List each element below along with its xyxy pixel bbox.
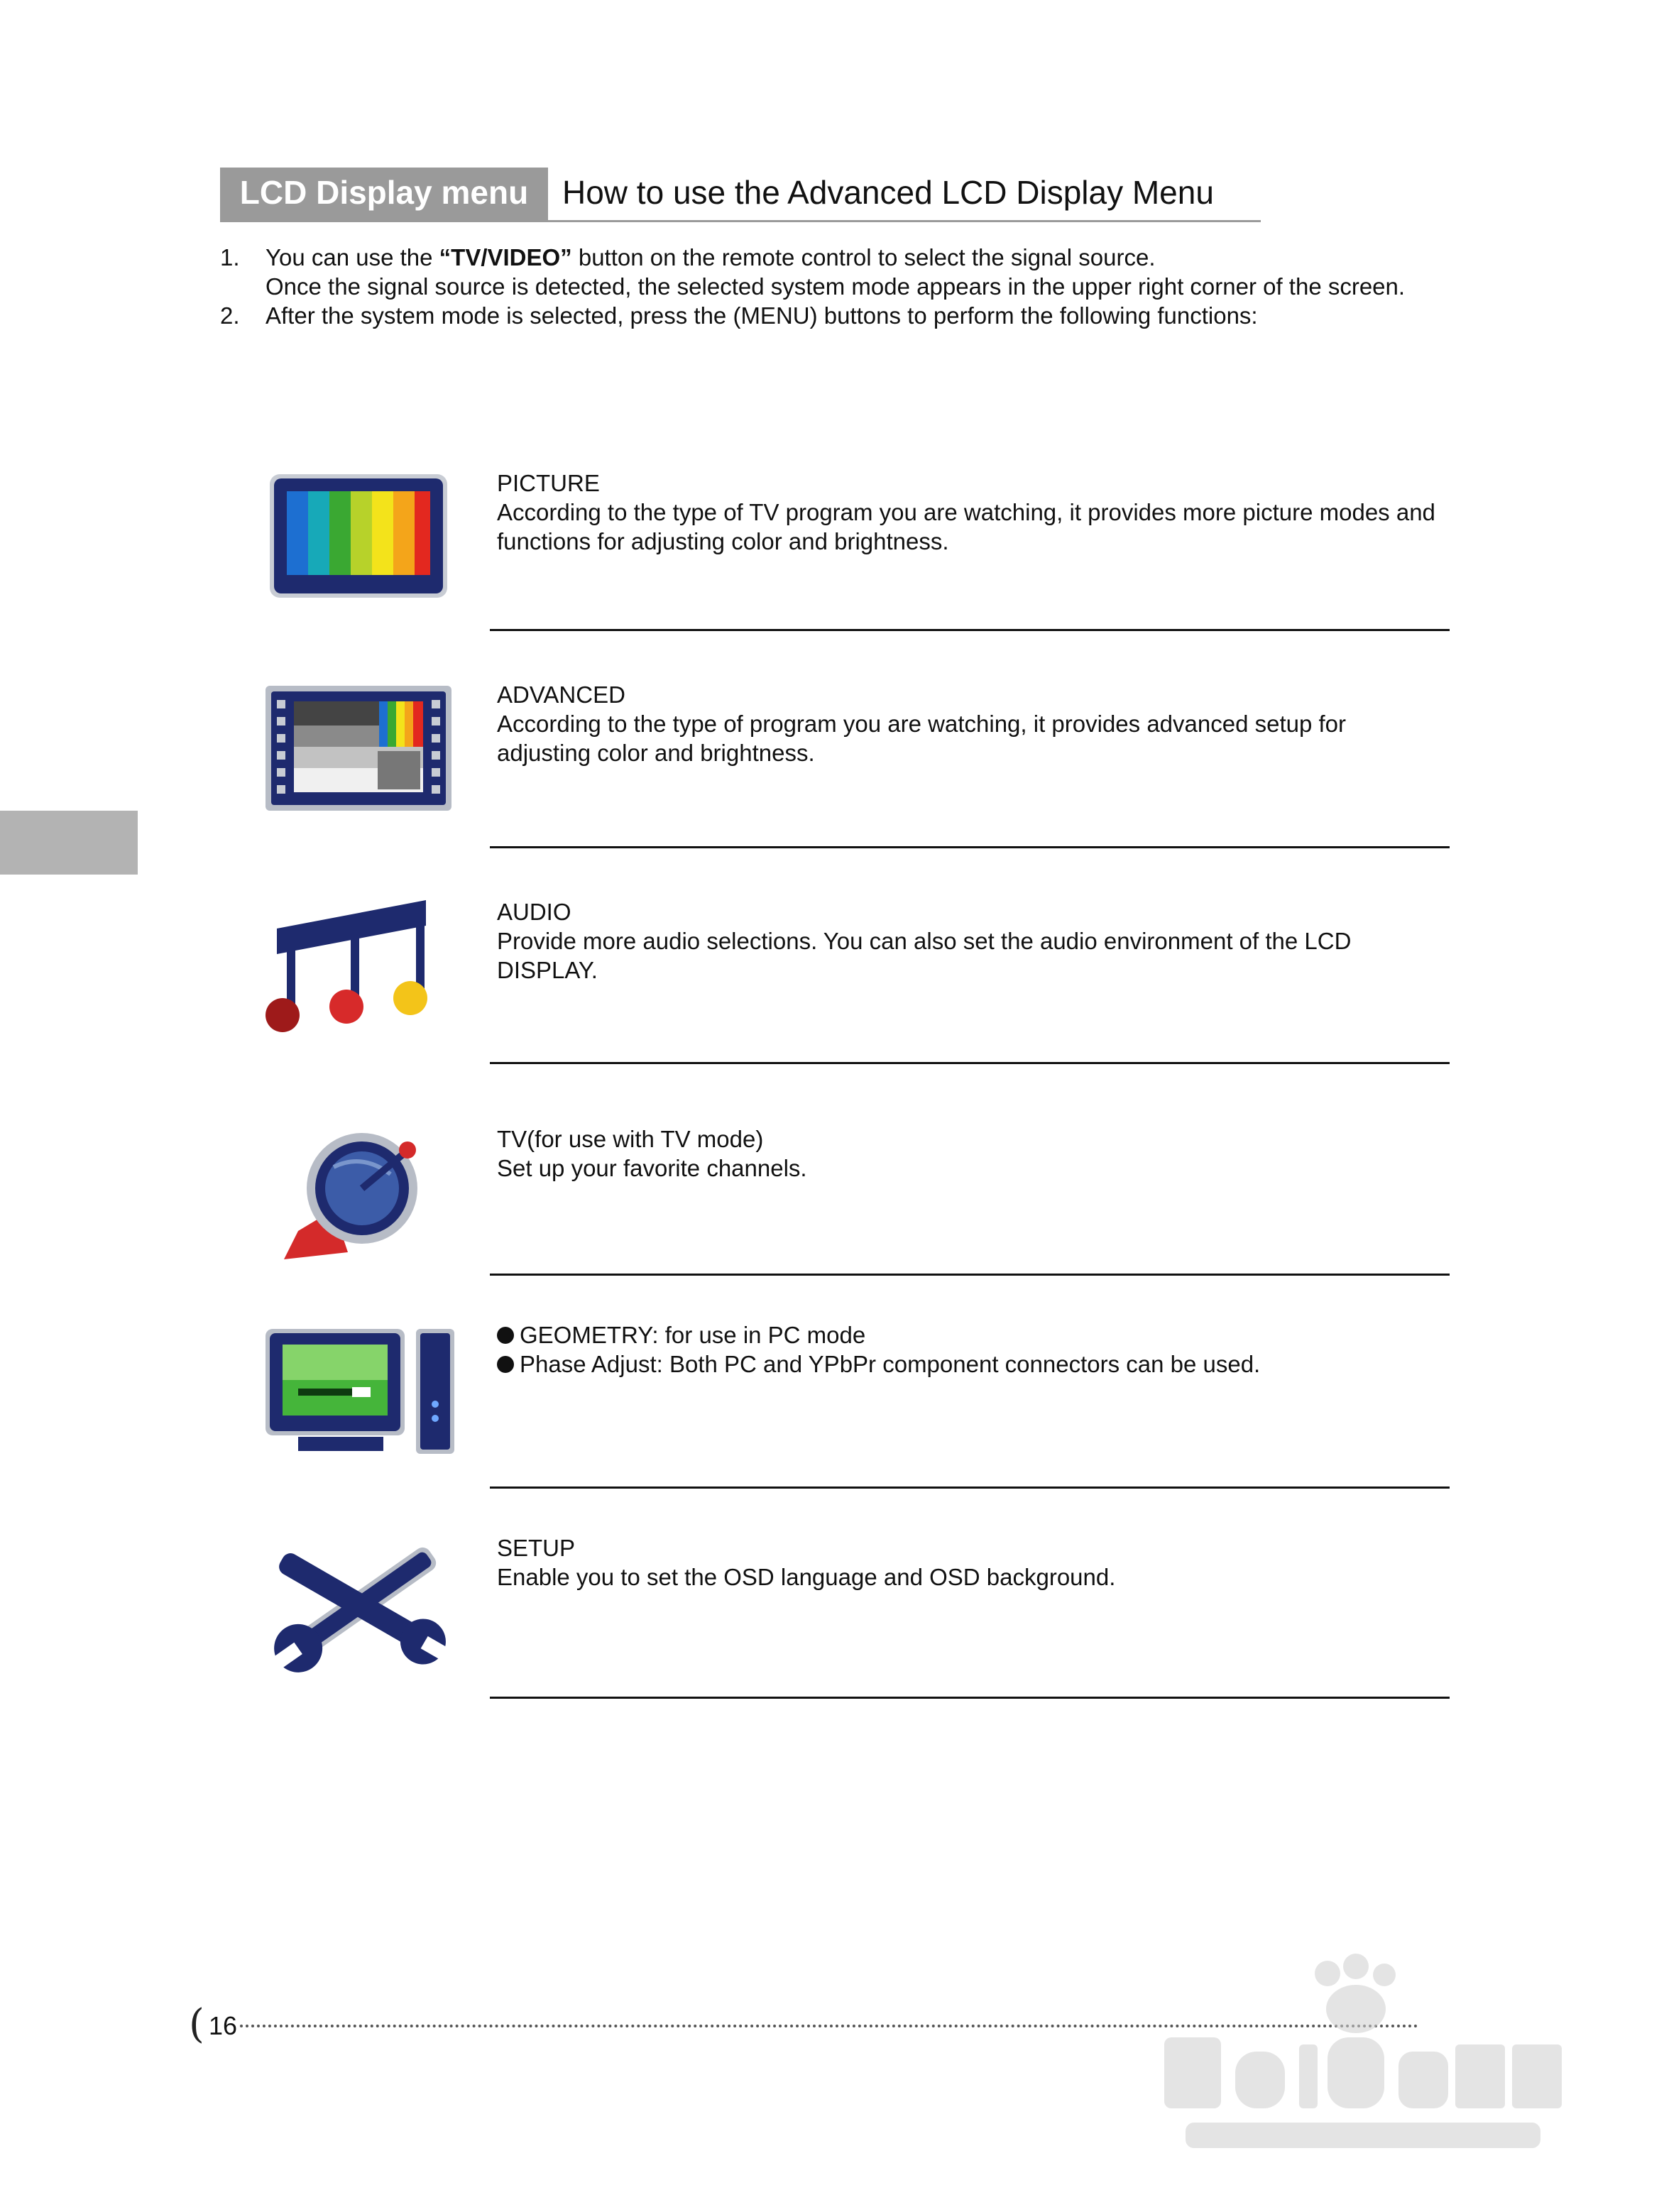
item-title: TV(for use with TV mode) bbox=[497, 1126, 764, 1152]
page-footer: ( 16 bbox=[190, 2009, 1440, 2052]
tv-video-button-label: “TV/VIDEO” bbox=[439, 244, 572, 270]
item-description: Enable you to set the OSD language and OSD background. bbox=[497, 1564, 1116, 1590]
intro-text-continued: Once the signal source is detected, the selected system mode appears in the upper right corner of the screen. bbox=[266, 273, 1406, 300]
list-item bbox=[220, 301, 1441, 330]
list-number: 1. bbox=[220, 244, 240, 270]
intro-text: You can use the bbox=[266, 244, 439, 270]
divider bbox=[490, 1697, 1450, 1699]
tv-satellite-icon bbox=[256, 1124, 461, 1266]
divider bbox=[490, 1062, 1450, 1064]
baidu-watermark bbox=[1164, 1945, 1562, 2158]
side-section-tab bbox=[0, 811, 138, 875]
setup-wrench-icon bbox=[256, 1533, 461, 1675]
intro-list bbox=[220, 243, 1441, 330]
bullet-item: Phase Adjust: Both PC and YPbPr component connectors can be used. bbox=[497, 1349, 1441, 1379]
page-title: How to use the Advanced LCD Display Menu bbox=[562, 174, 1214, 211]
advanced-icon bbox=[256, 680, 461, 822]
geometry-pc-icon bbox=[256, 1320, 461, 1462]
list-number: 2. bbox=[220, 302, 240, 329]
intro-text: button on the remote control to select the signal source. bbox=[571, 244, 1156, 270]
picture-icon bbox=[256, 469, 461, 611]
audio-icon bbox=[256, 897, 461, 1039]
section-tag: LCD Display menu bbox=[220, 168, 548, 220]
divider bbox=[490, 846, 1450, 848]
bullet-icon bbox=[497, 1327, 514, 1344]
item-title: PICTURE bbox=[497, 470, 600, 496]
item-description: Provide more audio selections. You can also set the audio environment of the LCD DISPLAY. bbox=[497, 928, 1352, 983]
item-title: ADVANCED bbox=[497, 681, 625, 708]
item-description: According to the type of TV program you are watching, it provides more picture modes and functions for adjusting color and brightness. bbox=[497, 499, 1435, 554]
divider bbox=[490, 1486, 1450, 1489]
bullet-icon bbox=[497, 1356, 514, 1373]
list-item bbox=[220, 243, 1441, 301]
section-header bbox=[220, 168, 1261, 222]
intro-text: After the system mode is selected, press the (MENU) buttons to perform the following functions: bbox=[266, 302, 1258, 329]
item-description: Set up your favorite channels. bbox=[497, 1155, 807, 1181]
item-title: SETUP bbox=[497, 1535, 576, 1561]
page-number: 16 bbox=[209, 2011, 238, 2040]
item-description: According to the type of program you are watching, it provides advanced setup for adjusting color and brightness. bbox=[497, 711, 1347, 766]
bullet-item: GEOMETRY: for use in PC mode bbox=[497, 1320, 1441, 1349]
divider bbox=[490, 1274, 1450, 1276]
item-title: AUDIO bbox=[497, 899, 571, 925]
divider bbox=[490, 629, 1450, 631]
